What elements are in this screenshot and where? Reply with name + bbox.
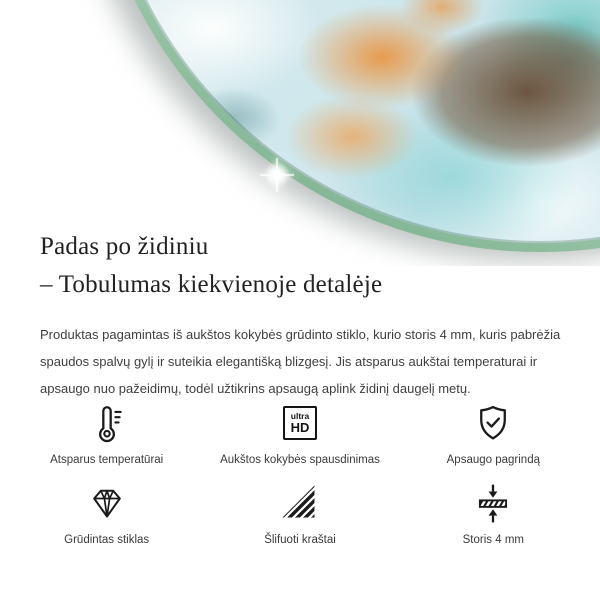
feature-label: Apsaugo pagrindą (446, 454, 540, 466)
feature-item-tempered-glass (10, 480, 203, 546)
feature-label: Šlifuoti kraštai (264, 534, 336, 546)
thickness-press-icon (472, 480, 514, 526)
page-title-line-1: Padas po židiniu (40, 233, 209, 260)
page-title (40, 228, 382, 304)
ultra-hd-badge (283, 406, 317, 440)
ultra-hd-badge-top: ultra (290, 410, 310, 421)
feature-item-polished-edges (203, 480, 396, 546)
polished-edges-icon (280, 480, 320, 526)
feature-grid (10, 400, 590, 546)
ultra-hd-badge-bottom: HD (290, 420, 310, 436)
feature-item-heat-resistant (10, 400, 203, 466)
feature-label: Storis 4 mm (462, 534, 524, 546)
feature-item-protects-base (397, 400, 590, 466)
ultra-hd-icon (283, 400, 317, 446)
feature-item-print-quality (203, 400, 396, 466)
feature-label: Atsparus temperatūrai (50, 454, 164, 466)
feature-item-thickness (397, 480, 590, 546)
diamond-icon (87, 480, 127, 526)
feature-label: Grūdintas stiklas (64, 534, 150, 546)
page-title-line-2: – Tobulumas kiekvienoje detalėje (40, 271, 383, 298)
thermometer-icon (86, 400, 128, 446)
feature-label: Aukštos kokybės spausdinimas (220, 454, 380, 466)
product-description-text: Produktas pagamintas iš aukštos kokybės grūdinto stiklo, kurio storis 4 mm, kuris pabrėžia spaudos spalvų gylį ir suteikia elegantišką blizgesį. Jis atsparus aukštai temperaturai ir apsaugo nuo pažeidimų, todėl užtikrins apsaugą aplink židinį daugelį metų. (40, 327, 561, 396)
product-hero-image (0, 0, 600, 266)
shield-check-icon (472, 400, 514, 446)
sparkle-icon (260, 158, 294, 192)
